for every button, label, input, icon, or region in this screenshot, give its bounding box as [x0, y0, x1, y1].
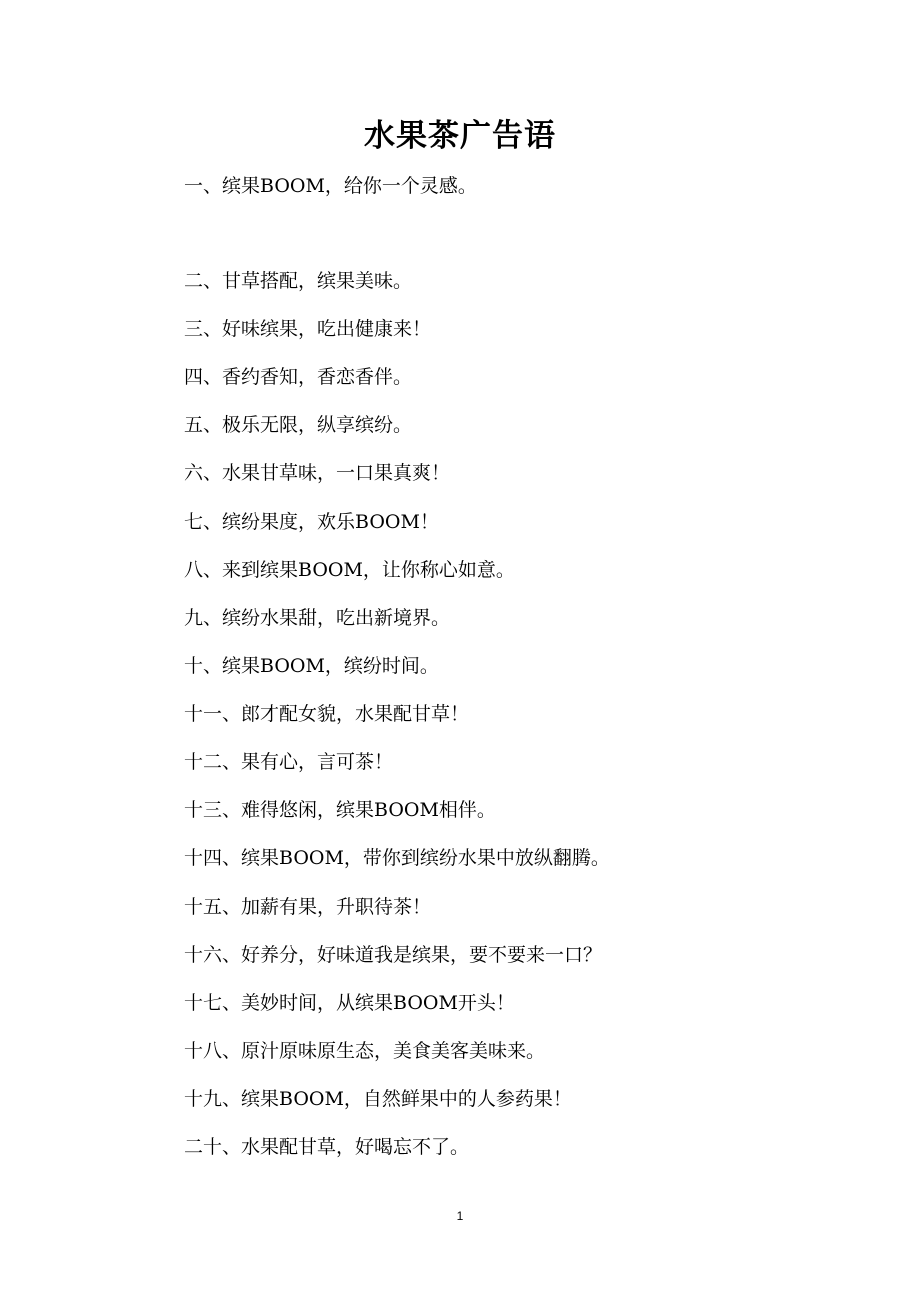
- list-item: 十一、郎才配女貌，水果配甘草！: [184, 703, 470, 725]
- list-item: 十四、缤果BOOM，带你到缤纷水果中放纵翻腾。: [184, 847, 610, 869]
- list-item: 五、极乐无限，纵享缤纷。: [184, 414, 413, 436]
- list-item: 十五、加薪有果，升职待茶！: [184, 896, 432, 918]
- list-item: 十七、美妙时间，从缤果BOOM开头！: [184, 992, 515, 1014]
- list-item: 一、缤果BOOM，给你一个灵感。: [184, 175, 477, 197]
- page-number: 1: [456, 1209, 464, 1223]
- list-item: 十三、难得悠闲，缤果BOOM相伴。: [184, 799, 496, 821]
- page-title: 水果茶广告语: [364, 118, 556, 154]
- list-item: 十、缤果BOOM，缤纷时间。: [184, 655, 439, 677]
- list-item: 七、缤纷果度，欢乐BOOM！: [184, 511, 439, 533]
- list-item: 十六、好养分，好味道我是缤果，要不要来一口？: [184, 944, 603, 966]
- list-item: 八、来到缤果BOOM，让你称心如意。: [184, 559, 515, 581]
- list-item: 四、香约香知，香恋香伴。: [184, 366, 413, 388]
- list-item: 十八、原汁原味原生态，美食美客美味来。: [184, 1040, 546, 1062]
- list-item: 二十、水果配甘草，好喝忘不了。: [184, 1136, 470, 1158]
- list-item: 六、水果甘草味，一口果真爽！: [184, 462, 451, 484]
- list-item: 十九、缤果BOOM，自然鲜果中的人参药果！: [184, 1088, 572, 1110]
- list-item: 二、甘草搭配，缤果美味。: [184, 270, 413, 292]
- list-item: 三、好味缤果，吃出健康来！: [184, 318, 432, 340]
- list-item: 九、缤纷水果甜，吃出新境界。: [184, 607, 451, 629]
- list-item: 十二、果有心，言可茶！: [184, 751, 394, 773]
